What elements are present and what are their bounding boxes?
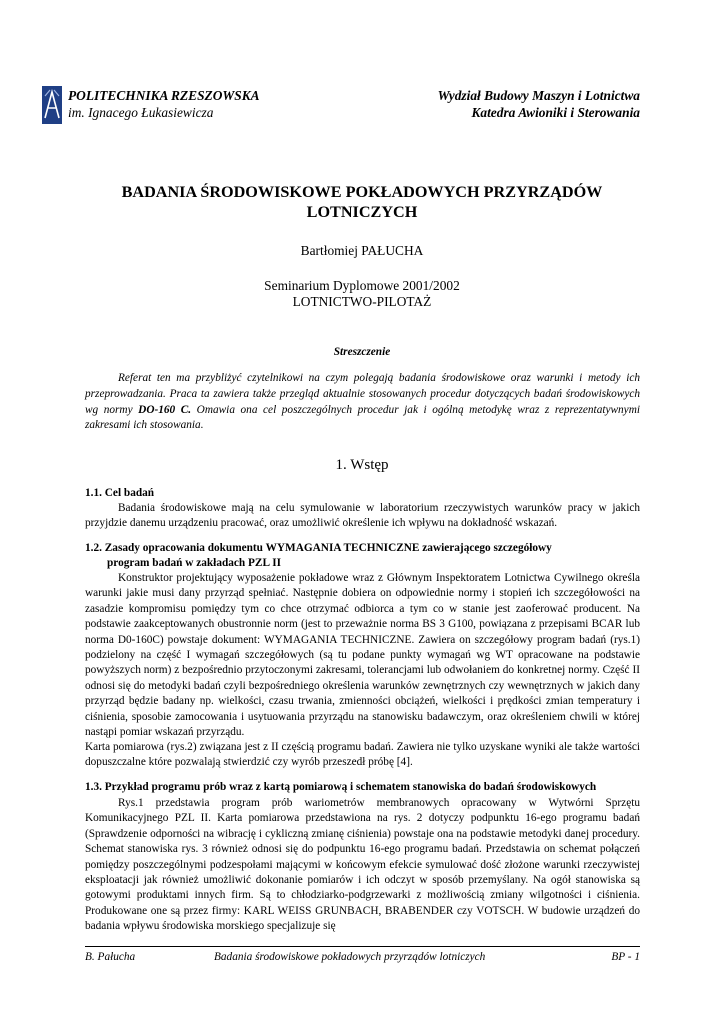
subsection-1-3-title: 1.3. Przykład programu prób wraz z kartą pomiarową i schematem stanowiska do badań środowiskowych <box>85 781 597 793</box>
university-name: POLITECHNIKA RZESZOWSKA <box>68 88 260 103</box>
department-name: Katedra Awioniki i Sterowania <box>471 105 640 120</box>
subsection-1-3-text: Rys.1 przedstawia program prób wariometrów membranowych opracowany w Wytwórni Sprzętu Komunikacyjnego PZL II. Karta pomiarowa przedstawiona na rys. 2 dotyczy podpunktu 16-ego programu badań (Sprawdzenie odporności na wibrację i cykliczną zmianę ciśnienia) powstaje ona na podstawie metodyki danej procedury. Schemat stanowiska rys. 3 również odnosi się do podpunktu 16-ego programu badań. Przedstawia on schemat połączeń pomiędzy poszczególnymi podzespołami mającymi w końcowym efekcie symulować dość złożone warunki rzeczywistej eksploatacji jak również umożliwić dokonanie pomiarów i ich odczyt w sposób przemyślany. Na ogół stanowiska są gotowymi produktami innych firm. Są to chłodziarko-podgrzewarki z możliwością zmiany wilgotności i ciśnienia. Produkowane one są przez firmy: KARL WEISS GRUNBACH, BRABENDER czy VOTSCH. W budowie urządzeń do badania wpływu środowiska morskiego specjalizuje się <box>85 797 640 933</box>
footer-author: B. Pałucha <box>85 951 136 963</box>
abstract-text-b: Omawia ona cel poszczególnych procedur jak i ogólną metodykę wraz z reprezentatywnymi zakresami ich stosowania. <box>85 403 640 432</box>
subsection-1-1-title: 1.1. Cel badań <box>85 487 155 499</box>
university-patron: im. Ignacego Łukasiewicza <box>68 105 214 120</box>
abstract-text-a: Referat ten ma przybliżyć czytelnikowi na czym polegają badania środowiskowe oraz warunki i metody ich przeprowadzania. Praca ta zawiera także przegląd aktualnie stosowanych procedur dotyczących badań środowiskowych wg normy <box>85 372 640 416</box>
abstract <box>85 371 640 434</box>
specialty: LOTNICTWO-PILOTAŻ <box>292 294 432 309</box>
footer-page-number: BP - 1 <box>611 951 640 963</box>
abstract-heading: Streszczenie <box>333 346 391 358</box>
seminar: Seminarium Dyplomowe 2001/2002 <box>264 278 460 293</box>
faculty-name: Wydział Budowy Maszyn i Lotnictwa <box>437 88 640 103</box>
subsection-1-2-title-line2: program badań w zakładach PZL II <box>107 557 281 570</box>
subsection-1-2-text-2: Karta pomiarowa (rys.2) związana jest z II częścią programu badań. Zawiera nie tylko uzyskane wyniki ale także wartości dopuszczalne które pozwalają stwierdzić czy wyrób przeszedł próbę [4]. <box>85 741 640 769</box>
author: Bartłomiej PAŁUCHA <box>300 243 424 258</box>
footer-rule <box>85 946 640 947</box>
subsection-1-2-title-line1: 1.2. Zasady opracowania dokumentu WYMAGANIA TECHNICZNE zawierającego szczegółowy <box>85 542 552 554</box>
university-logo <box>42 86 62 124</box>
subsection-1-1-text: Badania środowiskowe mają na celu symulowanie w laboratorium rzeczywistych warunków pracy w jakich przyjdzie danemu urządzeniu pracować, oraz umożliwić określenie ich wpływu na dokładność wskazań. <box>85 502 640 530</box>
footer-title: Badania środowiskowe pokładowych przyrządów lotniczych <box>214 951 486 963</box>
paper-title-line1: BADANIA ŚRODOWISKOWE POKŁADOWYCH PRZYRZĄDÓW <box>121 183 603 201</box>
abstract-norm: DO-160 C. <box>138 403 192 416</box>
paper-title <box>60 182 664 222</box>
paper-title-line2: LOTNICZYCH <box>306 203 418 221</box>
section-title: 1. Wstęp <box>335 457 389 473</box>
subsection-1-2-text: Konstruktor projektujący wyposażenie pokładowe wraz z Głównym Inspektoratem Lotnictwa Cywilnego określa warunki jakie musi dany przyrząd spełniać. Następnie dobiera on odpowiednie normy i stopień ich szczegółowości na zasadzie kompromisu pomiędzy tym co chce otrzymać odbiorca a tym co w stanie jest zaoferować producent. Na podstawie zaakceptowanych obustronnie norm (jest to przeważnie norma BS 3 G100, powiązana z przepisami BCAR lub norma D0-160C) powstaje dokument: WYMAGANIA TECHNICZNE. Zawiera on szczegółowy program badań (rys.1) podzielony na część I wymagań szczegółowych (są tu podane punkty wymagań wg WT opracowane na podstawie powyższych norm) z bezpośrednio przytoczonymi zakresami, tolerancjami lub odwołaniem do konkretnej normy. Część II odnosi się do metodyki badań czyli bezpośredniego określenia warunków zewnętrznych czy wewnętrznych w jakich dany przyrząd będzie badany np. wielkości, czasu trwania, zmienności obciążeń, wielkości i prędkości zmian temperatury i ciśnienia, sposobie zamocowania i usytuowania przyrządu na stanowisku badawczym, oraz określeniem chwili w której nastąpi pomiar wskazań przyrządu. <box>85 572 640 739</box>
subsection-1-2-title <box>85 541 640 572</box>
